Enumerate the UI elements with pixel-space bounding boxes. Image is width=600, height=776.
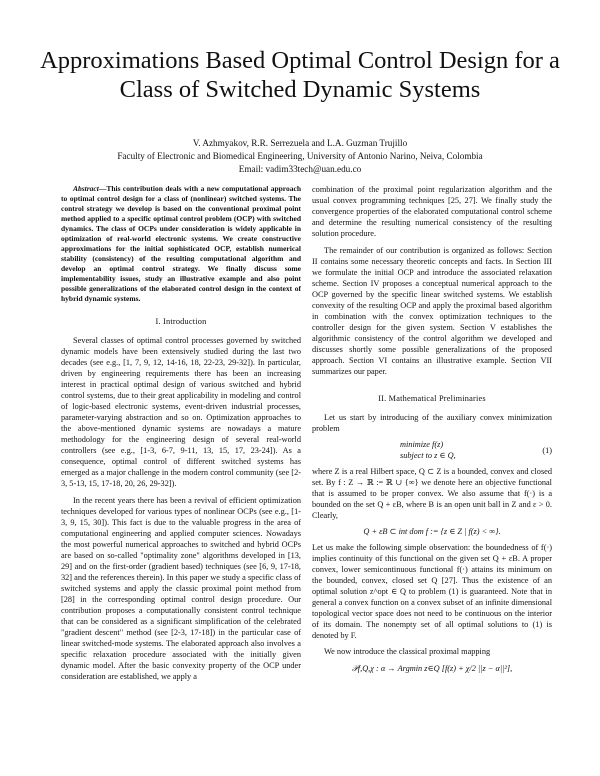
section-heading-preliminaries: II. Mathematical Preliminaries [378, 394, 486, 403]
left-column [61, 184, 301, 682]
paper-title: Approximations Based Optimal Control Design for a Class of Switched Dynamic Systems [40, 47, 560, 103]
right-column [312, 184, 552, 680]
equation-2: Q + εB ⊂ int dom f := {z ∈ Z | f(z) < ∞}. [363, 527, 501, 536]
equation-1-line-2: subject to z ∈ Q, [400, 451, 456, 460]
abstract [61, 184, 301, 304]
prelim-paragraph-2: where Z is a real Hilbert space, Q ⊂ Z is a bounded, convex and closed set. By f : Z → ℝ := ℝ ∪ {∞} we denote here an objective functional that is assumed to be proper convex. We also assume that f(·) is a bounded on the set Q + εB, where B is an open unit ball in Z and ε > 0. Clearly, [312, 467, 552, 520]
section-heading-introduction: I. Introduction [155, 317, 207, 326]
equation-1 [312, 439, 552, 461]
equation-1-number: (1) [542, 446, 552, 455]
prelim-paragraph-4: We now introduce the classical proximal mapping [324, 647, 491, 656]
author-names: V. Azhmyakov, R.R. Serrezuela and L.A. Guzman Trujillo [192, 138, 408, 148]
prelim-paragraph-1: Let us start by introducing of the auxiliary convex minimization problem [312, 413, 552, 433]
author-affiliation: Faculty of Electronic and Biomedical Engineering, University of Antonio Narino, Neiva, Colombia [117, 151, 483, 161]
abstract-lead: Abstract [73, 184, 99, 193]
equation-3: 𝒫f,Q,χ : α → Argmin z∈Q [f(z) + χ/2 ||z − α||²], [351, 664, 513, 673]
right-paragraph-1: combination of the proximal point regularization algorithm and the usual convex programming techniques [25, 27]. We finally study the convergence properties of the elaborated computational control scheme and determine the resulting numerical consistency of the resulting solution procedure. [312, 185, 552, 238]
author-block [30, 137, 570, 176]
equation-1-line-1: minimize f(z) [400, 440, 444, 449]
right-paragraph-2: The remainder of our contribution is organized as follows: Section II contains some necessary theoretic concepts and facts. In Section III we formulate the initial OCP and introduce the associated relaxation scheme. Section IV proposes a conceptual numerical approach to the OCP governed by the specific linear switched systems. We establish convexity of the resulting OCP and apply the proximal based algorithm in combination with the convex optimization techniques to the controller design for the given system. Section V establishes the algorithmic consistency of the control algorithm we developed and discusses shortly some possible generalizations of the proposed approach. Section VI contains an illustrative example. Section VII summarizes our paper. [312, 246, 552, 376]
abstract-text: —This contribution deals with a new computational approach to optimal control design for a class of (nonlinear) switched systems. The control strategy we develop is based on the conventional proximal point method applied to a specific optimal control problem (OCP) with switched dynamics. The class of OCPs under consideration is widely applicable in optimization of real-world electronic systems. We create constructive approximations for the initial sophisticated OCP, establish numerical stability (consistency) of the resulting computational algorithm and develop an optimal control strategy. We finally discuss some implementability issues, study an illustrative example and also point possible generalizations of the elaborated control design in the context of hybrid dynamic systems. [61, 184, 301, 303]
intro-paragraph-1: Several classes of optimal control processes governed by switched dynamic models have been extensively studied during the last two decades (see e.g., [1, 7, 9, 12, 14-16, 18, 22-23, 29-32]). In particular, driven by engineering requirements there has been an increasing interest in practical optimal design of various switched and hybrid control systems, due to their great applicability in modeling and control of logic-based electronic systems, event-driven industrial processes, parameter-varying abstraction and so on. Optimization approaches to the above-mentioned dynamic systems are nowadays a mature methodology for the engineering design of several real-world controllers (see e.g., [1-3, 6-7, 9-11, 13, 15, 17, 23-24]). As a consequence, optimal control of different switched systems has emerged as a major challenge in the modern control community (see [2-3, 5-13, 15, 17-18, 20, 26, 29-32]). [61, 336, 301, 488]
prelim-paragraph-3: Let us make the following simple observation: the boundedness of f(·) implies continuity of this functional on the given set Q + εB. A proper convex, lower semicontinuous functional f(·) attains its minimum on the bounded, convex, closed set Q [27]. Thus the existence of an optimal solution z^opt ∈ Q to problem (1) is guaranteed. Note that in general a convex function on a convex subset of an infinite dimensional topological vector space does not need to be continuous on the interior of its domain. The nonempty set of all optimal solutions to (1) is denoted by F. [312, 543, 552, 640]
author-email: Email: vadim33tech@uan.edu.co [238, 164, 362, 174]
intro-paragraph-2: In the recent years there has been a revival of efficient optimization techniques developed for various types of nonlinear OCPs (see e.g., [1-3, 9, 15, 30]). This fact is due to the valuable progress in the area of computational engineering and applied computer sciences. Nowadays the most powerful numerical approaches to switched and hybrid OCPs are based on so-called "optimality zone" algorithms developed in [13, 29] and on the first-order (gradient based) techniques (see [6, 9, 17-18, 32] and the references therein). In this paper we study a specific class of switched systems and apply the classic proximal point method from [28] in the corresponding optimal control design procedure. Our contribution proposes a computationally consistent control technique that can be considered as a significant simplification of the celebrated "gradient descent" method (see [2-3, 17-18]) in the particular case of linear switched-mode systems. The elaborated approach also involves a specific relaxation procedure associated with the initially given dynamic model. After the basic convexity property of the OCP under consideration are established, we apply a [61, 496, 301, 681]
